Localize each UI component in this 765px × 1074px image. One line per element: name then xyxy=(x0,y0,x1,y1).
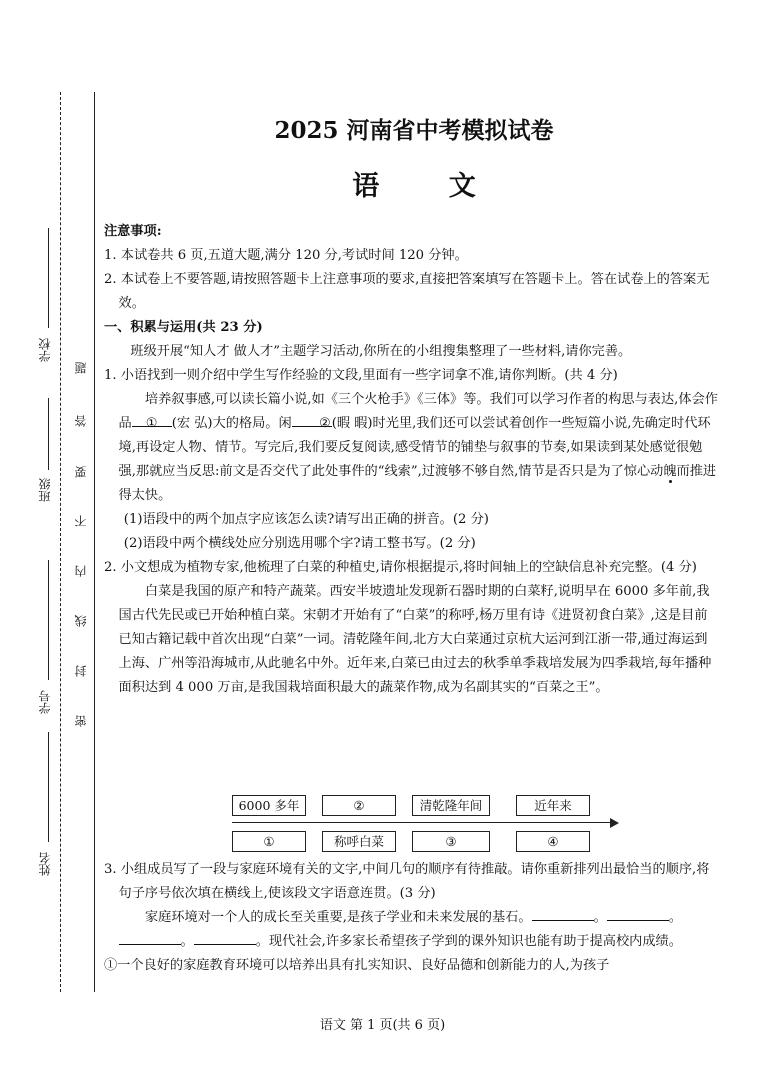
answer-blank[interactable] xyxy=(532,920,594,921)
seal-char: 题 xyxy=(74,362,88,374)
question-2-passage: 白菜是我国的原产和特产蔬菜。西安半坡遗址发现新石器时期的白菜籽,说明早在 6000 多年前,我国古代先民或已开始种植白菜。宋朝才开始有了“白菜”的称呼,杨万里有诗《进贤初食白菜》,这是目前已知古籍记载中首次出现“白菜”一词。清乾隆年间,北方大白菜通过京杭大运河到江浙一带,通过海运到上海、广州等沿海城市,从此驰名中外。近年来,白菜已由过去的秋季单季栽培发展为四季栽培,每年播种面积达到 4 000 万亩,是我国栽培面积最大的蔬菜作物,成为名副其实的“百菜之王”。 xyxy=(118,584,712,695)
seal-char: 密 xyxy=(74,715,88,727)
blank-2-number: ② xyxy=(318,416,331,431)
class-line[interactable] xyxy=(48,398,49,470)
seal-char: 封 xyxy=(74,665,88,677)
passage-text: 现代社会,许多家长希望孩子学到的课外知识也能有助于提高校内成绩。 xyxy=(268,934,682,949)
seal-char: 不 xyxy=(74,515,88,527)
question-3-option-1: ①一个良好的家庭教育环境可以培养出具有扎实知识、良好品德和创新能力的人,为孩子 xyxy=(104,958,610,973)
question-3 xyxy=(104,858,718,978)
name-label: 姓名 xyxy=(38,852,52,876)
subject-title: 语 文 xyxy=(352,171,506,202)
student-id-label: 学号 xyxy=(38,690,52,714)
dotted-char: 魄 xyxy=(663,464,677,479)
option-2: (暇 暇) xyxy=(331,416,373,431)
blank-2[interactable] xyxy=(292,412,332,431)
timeline-box-bottom[interactable]: ④ xyxy=(516,831,590,852)
timeline-box-bottom: 称呼白菜 xyxy=(322,831,396,852)
margin-rule xyxy=(94,92,95,992)
question-1-sub-1: (1)语段中的两个加点字应该怎么读?请写出正确的拼音。(2 分) xyxy=(123,512,489,527)
timeline-box-top: 近年来 xyxy=(516,795,590,816)
student-id-line[interactable] xyxy=(48,560,49,680)
question-1-stem: 1. 小语找到一则介绍中学生写作经验的文段,里面有一些字词拿不准,请你判断。(共 4 分) xyxy=(104,368,618,383)
timeline-box-bottom[interactable]: ③ xyxy=(412,831,490,852)
passage-text: 培养叙事感,可以读长篇小说,如《三个火枪手》《三体》等。我们可以学习作者的构思与表达,体会作品 xyxy=(118,392,718,431)
name-field xyxy=(18,852,78,992)
passage-text: 而推进得太快。 xyxy=(118,464,717,503)
passage-text: 时光里,我们还可以尝试着创作一些短篇小说,先确定时代环境,再设定人物、情节。写完后,我们要反复阅读,感受情节的铺垫与叙事的节奏,如果读到某处感觉很勉强,那就应当反思:前文是否交代了此处事件的“线索”,过渡够不够自然,情节是否只是为了惊心动 xyxy=(118,416,711,479)
question-2-stem: 2. 小文想成为植物专家,他梳理了白菜的种植史,请你根据提示,将时间轴上的空缺信息补充完整。(4 分) xyxy=(104,560,697,575)
notes-heading: 注意事项: xyxy=(104,224,162,239)
seal-char: 线 xyxy=(74,615,88,627)
question-1-sub-2: (2)语段中两个横线处应分别选用哪个字?请工整书写。(2 分) xyxy=(123,536,476,551)
answer-blank[interactable] xyxy=(119,944,181,945)
notes-item-1: 1. 本试卷共 6 页,五道大题,满分 120 分,考试时间 120 分钟。 xyxy=(104,248,468,263)
seal-char: 答 xyxy=(74,415,88,427)
section-1-heading: 一、积累与运用(共 23 分) xyxy=(104,320,263,335)
timeline-box-top[interactable]: ② xyxy=(322,795,396,816)
notes-section xyxy=(104,220,718,700)
page-footer: 语文 第 1 页(共 6 页) xyxy=(319,1018,446,1033)
timeline-box-top: 6000 多年 xyxy=(232,795,306,816)
school-line[interactable] xyxy=(48,228,49,328)
school-label: 学校 xyxy=(38,338,52,362)
answer-blank[interactable] xyxy=(194,944,256,945)
blank-1[interactable] xyxy=(132,412,172,431)
answer-blank[interactable] xyxy=(607,920,669,921)
timeline-axis xyxy=(232,822,612,823)
seal-char: 内 xyxy=(74,565,88,577)
passage-text: 家庭环境对一个人的成长至关重要,是孩子学业和未来发展的基石。 xyxy=(144,910,532,925)
notes-item-2: 2. 本试卷上不要答题,请按照答题卡上注意事项的要求,直接把答案填写在答题卡上。答在试卷上的答案无效。 xyxy=(104,272,710,311)
binding-margin xyxy=(0,0,100,1074)
timeline-arrow xyxy=(610,818,619,828)
class-label: 班级 xyxy=(38,478,52,502)
passage-text: 大的格局。闲 xyxy=(212,416,292,431)
seal-char: 要 xyxy=(74,466,88,478)
timeline-box-bottom[interactable]: ① xyxy=(232,831,306,852)
blank-1-number: ① xyxy=(145,416,158,431)
exam-title: 2025 河南省中考模拟试卷 xyxy=(274,117,554,144)
question-3-stem: 3. 小组成员写了一段与家庭环境有关的文字,中间几句的顺序有待推敲。请你重新排列出最恰当的顺序,将句子序号依次填在横线上,使该段文字语意连贯。(3 分) xyxy=(104,862,710,901)
option-1: (宏 弘) xyxy=(171,416,213,431)
timeline-box-top: 清乾隆年间 xyxy=(412,795,490,816)
name-line[interactable] xyxy=(48,732,49,842)
section-1-intro: 班级开展“知人才 做人才”主题学习活动,你所在的小组搜集整理了一些材料,请你完善。 xyxy=(130,344,632,359)
question-3-passage: 家庭环境对一个人的成长至关重要,是孩子学业和未来发展的基石。 。 。。 。现代社会,许多家长希望孩子学到的课外知识也能有助于提高校内成绩。 xyxy=(104,906,718,954)
question-1-passage xyxy=(104,388,718,508)
